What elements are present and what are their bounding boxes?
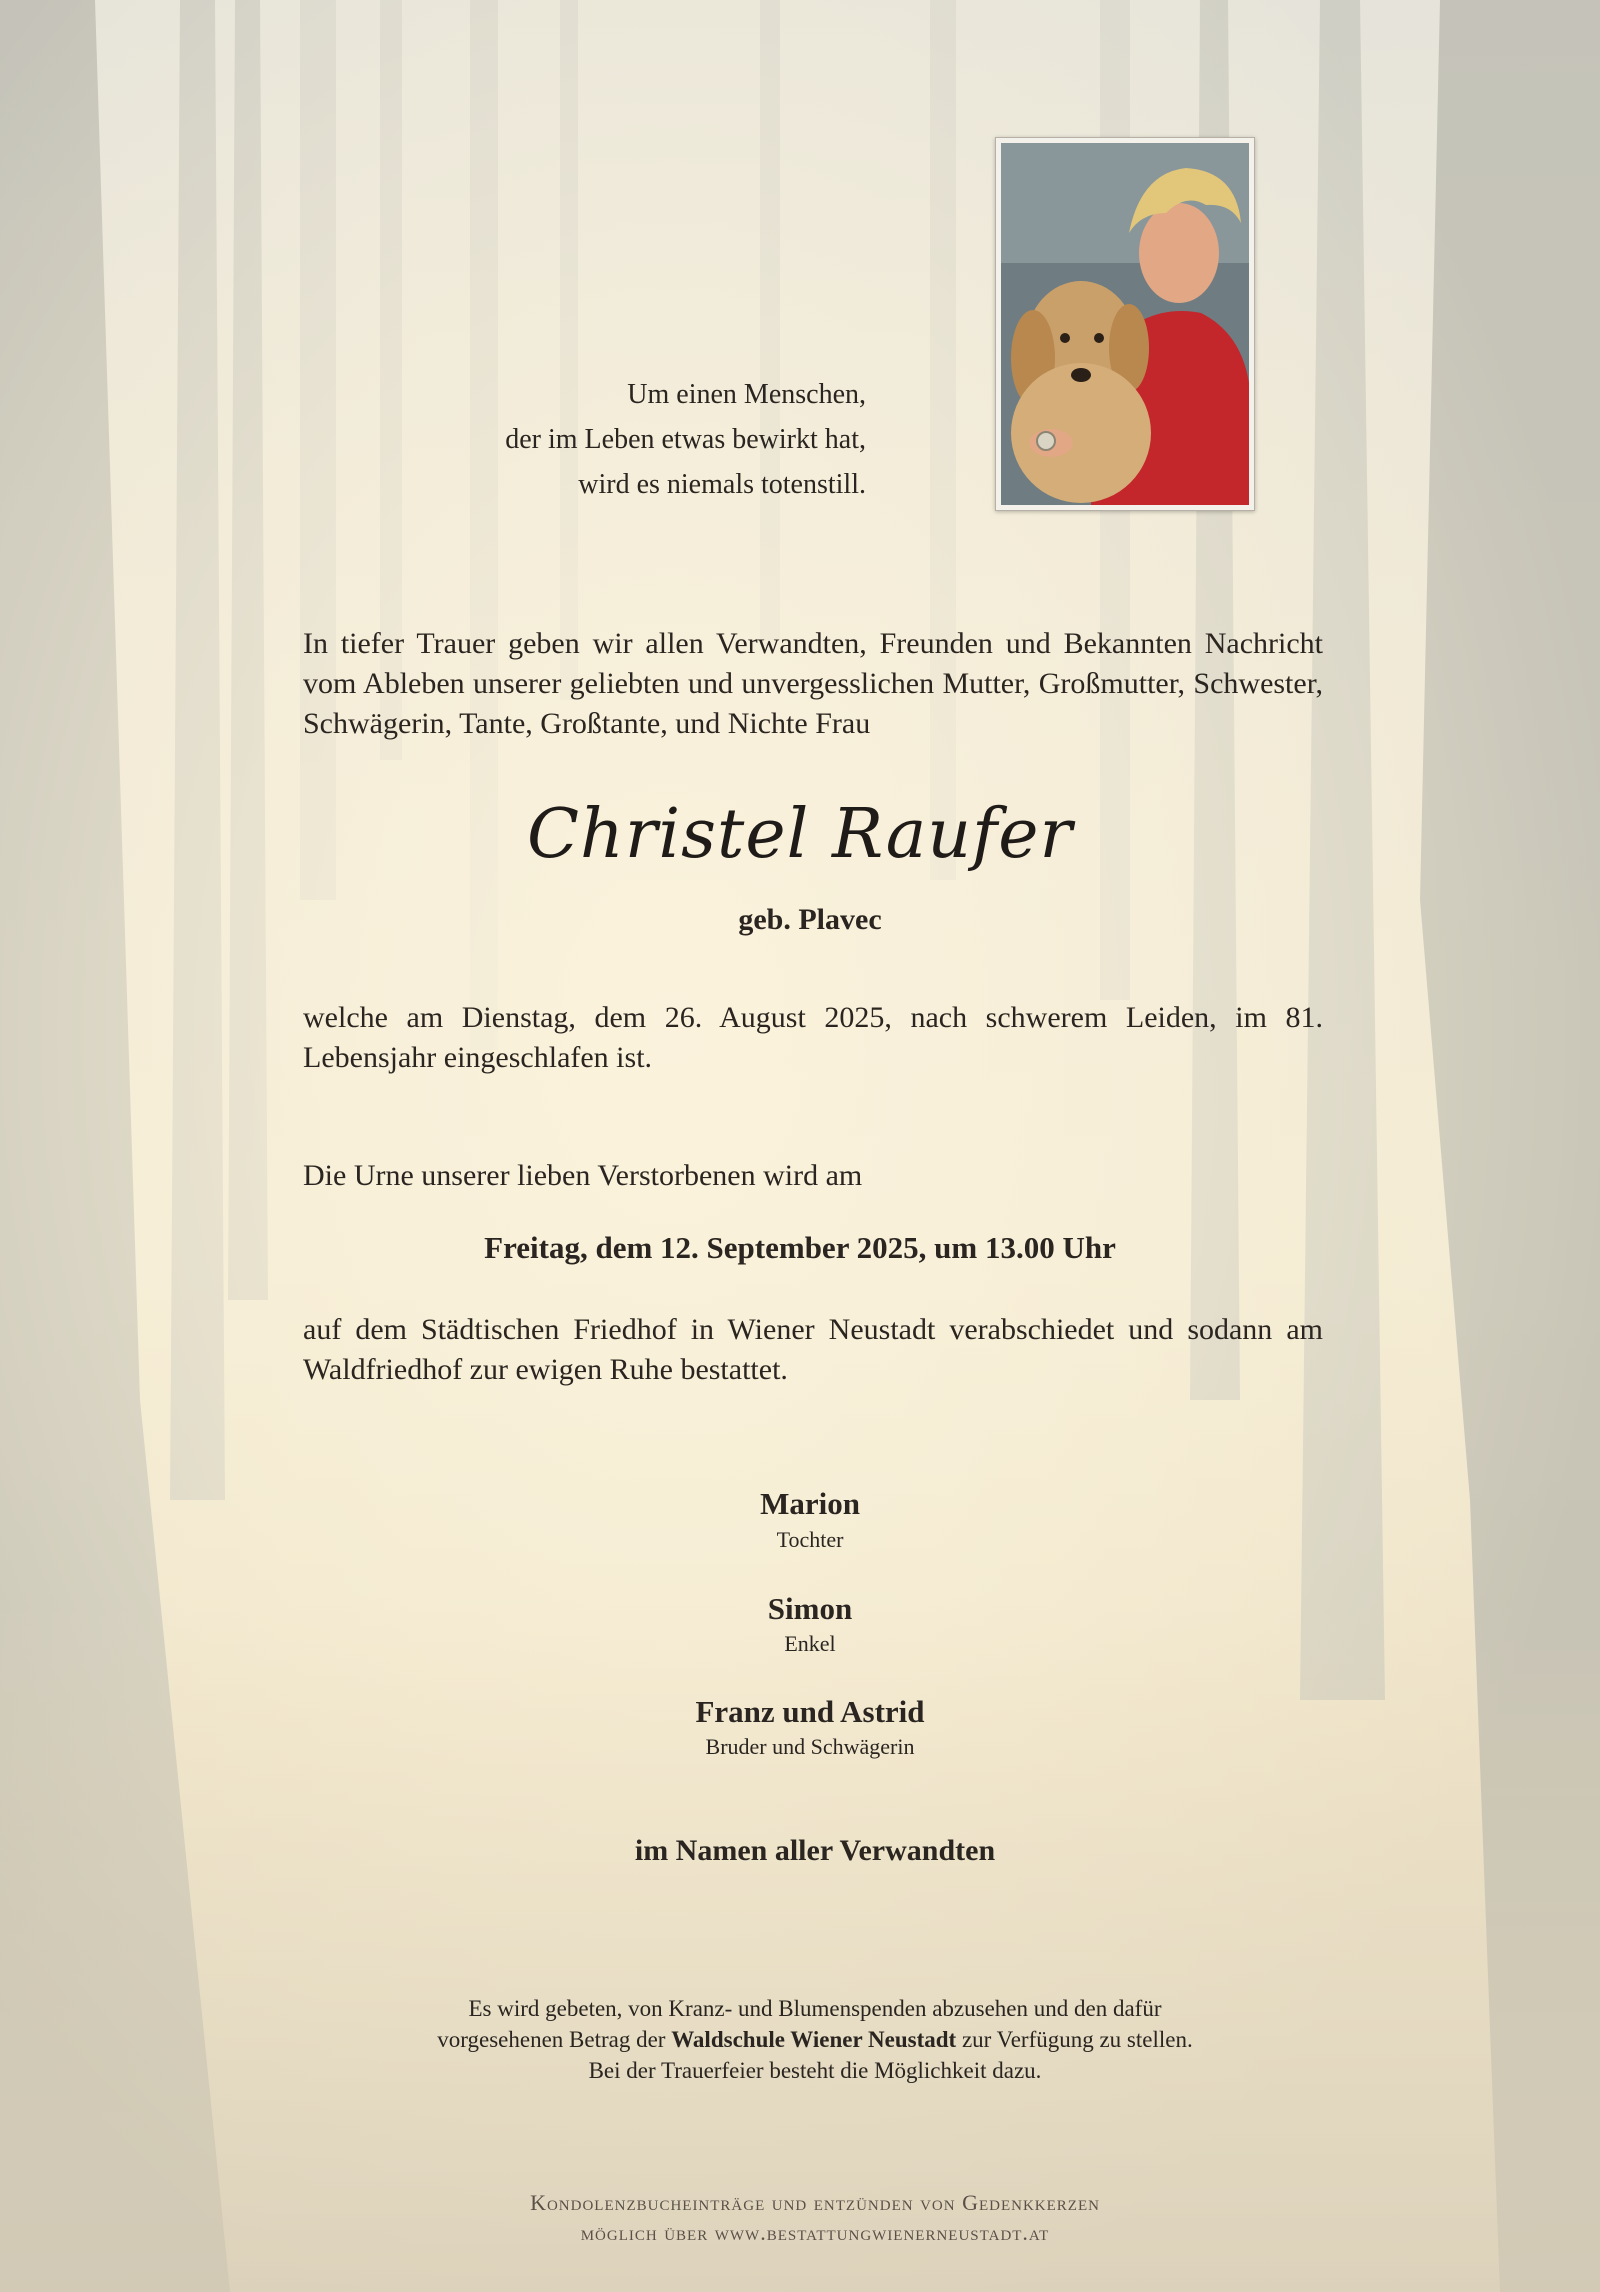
closing-line: im Namen aller Verwandten xyxy=(634,1834,996,1867)
donation-note xyxy=(250,1993,1380,2086)
memorial-verse xyxy=(300,372,866,507)
verse-line: der im Leben etwas bewirkt hat, xyxy=(505,424,866,455)
donation-line: Es wird gebeten, von Kranz- und Blumenspenden abzusehen und den dafür xyxy=(468,1996,1162,2021)
mourner-name: Simon xyxy=(767,1591,853,1626)
verse-line: wird es niemals totenstill. xyxy=(578,469,866,500)
mourner-relation: Bruder und Schwägerin xyxy=(705,1734,915,1759)
mourner-name: Franz und Astrid xyxy=(695,1694,925,1729)
urn-intro: Die Urne unserer lieben Verstorbenen wird am xyxy=(303,1159,863,1192)
mourner-relation: Enkel xyxy=(784,1631,836,1656)
footer-line: Kondolenzbucheinträge und entzünden von Gedenkkerzen xyxy=(530,2190,1100,2215)
portrait-photo xyxy=(995,137,1255,511)
charity-name: Waldschule Wiener Neustadt xyxy=(671,2027,957,2052)
deceased-name: Christel Raufer xyxy=(527,795,1073,874)
footer-website: möglich über www.bestattungwienerneustadt.at xyxy=(580,2220,1050,2245)
mourner-name: Marion xyxy=(760,1486,860,1521)
birth-name: geb. Plavec xyxy=(738,903,882,936)
burial-text: auf dem Städtischen Friedhof in Wiener Neustadt verabschiedet und sodann am Waldfriedhof zur ewigen Ruhe bestattet. xyxy=(303,1313,1323,1386)
verse-line: Um einen Menschen, xyxy=(627,379,866,410)
donation-text: vorgesehenen Betrag der xyxy=(437,2027,672,2052)
ceremony-date: Freitag, dem 12. September 2025, um 13.00 Uhr xyxy=(484,1230,1116,1265)
donation-text: zur Verfügung zu stellen. xyxy=(956,2027,1193,2052)
mourner-relation: Tochter xyxy=(776,1527,844,1552)
death-notice: welche am Dienstag, dem 26. August 2025, nach schwerem Leiden, im 81. Lebensjahr eingeschlafen ist. xyxy=(303,1001,1323,1074)
donation-line: Bei der Trauerfeier besteht die Möglichkeit dazu. xyxy=(588,2058,1042,2083)
donation-line xyxy=(250,2024,1380,2055)
announcement-text: In tiefer Trauer geben wir allen Verwandten, Freunden und Bekannten Nachricht vom Ableben unserer geliebten und unvergesslichen Mutter, Großmutter, Schwester, Schwägerin, Tante, Großtante, und Nichte Frau xyxy=(303,627,1323,740)
